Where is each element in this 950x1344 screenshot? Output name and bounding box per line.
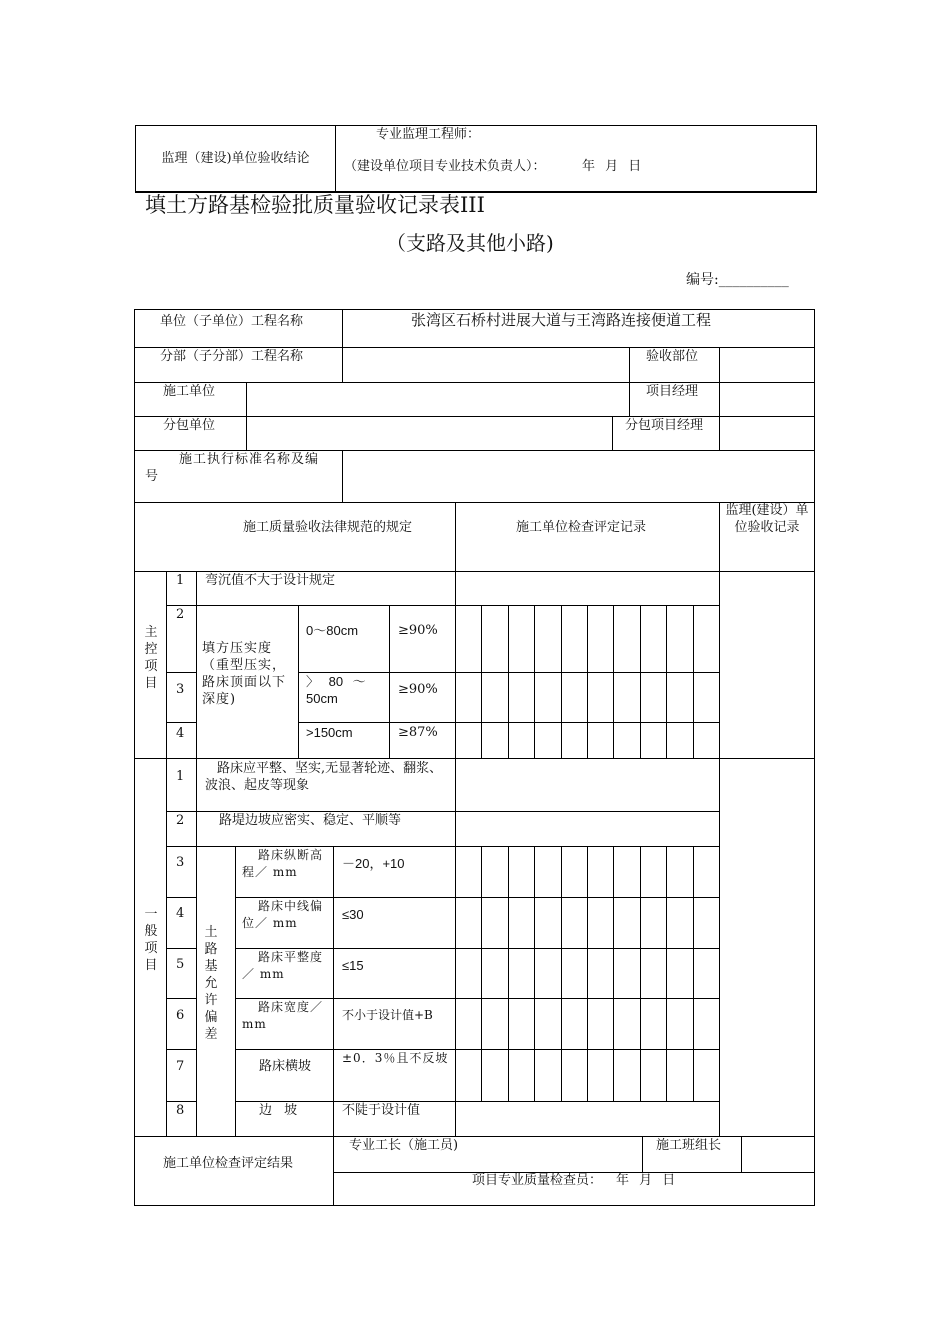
- general-label: 一般项目: [144, 907, 158, 973]
- serial-number: [686, 272, 789, 289]
- vrule-mc-range: [298, 605, 299, 758]
- vrule-h-label: [342, 310, 343, 382]
- record-grid-line: [640, 605, 641, 758]
- record-grid-line: [613, 846, 614, 1101]
- page-subtitle: （支路及其他小路): [386, 231, 554, 255]
- g-value-5: ≤15: [342, 958, 364, 973]
- vrule-record-start: [455, 571, 456, 1136]
- col-record: 施工单位检查评定记录: [516, 520, 647, 535]
- engineer-label: 专业监理工程师：: [376, 127, 481, 142]
- vrule-h-part: [629, 347, 630, 382]
- g-name-8: 边 坡: [259, 1103, 298, 1118]
- mc-no-2: 2: [176, 607, 185, 622]
- record-grid-line: [481, 605, 482, 758]
- mc-range-2: 0～80cm: [306, 623, 359, 638]
- g-value-3: －20，+10: [342, 856, 405, 871]
- unit-name-value: 张湾区石桥村进展大道与王湾路连接便道工程: [411, 311, 712, 329]
- record-grid-line: [534, 605, 535, 758]
- col-spec: 施工质量验收法律规范的规定: [243, 520, 413, 535]
- result-label: 施工单位检查评定结果: [163, 1156, 294, 1171]
- vrule-h-cu: [246, 382, 247, 450]
- g-text-1: 路床应平整、坚实,无显著轮迹、翻浆、波浪、起皮等现象: [205, 761, 443, 793]
- vrule-f2: [642, 1136, 643, 1172]
- vrule-h-std: [342, 450, 343, 502]
- vrule-f1: [333, 1136, 334, 1206]
- vrule-h-partval: [719, 347, 720, 450]
- g-name-3: 路床纵断高程／ mm: [242, 848, 324, 879]
- mc-value-4: ≥87%: [398, 725, 438, 740]
- g-no-5: 5: [176, 957, 185, 972]
- vrule-no: [196, 571, 197, 1136]
- vrule-h-subpm: [612, 416, 613, 450]
- conclusion-signature-cell: [336, 126, 817, 193]
- rule-mc2: [166, 605, 719, 606]
- main-control-label: 主控项目: [144, 625, 158, 691]
- vrule-g-value: [333, 846, 334, 1136]
- vrule-h-cols2: [719, 502, 720, 571]
- record-grid-line: [693, 605, 694, 758]
- rule-g5a: [166, 948, 196, 949]
- mc-no-3: 3: [176, 682, 185, 697]
- vrule-f3: [741, 1136, 742, 1172]
- vrule-h-pm: [629, 382, 630, 416]
- construction-unit-label: 施工单位: [163, 384, 216, 399]
- record-grid-line: [693, 846, 694, 1101]
- g-no-3: 3: [176, 855, 185, 870]
- page-title: 填土方路基检验批质量验收记录表III: [145, 193, 485, 217]
- vrule-h-cols1: [455, 502, 456, 571]
- record-grid-line: [534, 846, 535, 1101]
- g-value-4: ≤30: [342, 907, 364, 922]
- g-no-7: 7: [176, 1059, 185, 1074]
- record-grid-line: [508, 846, 509, 1101]
- inspector-label: 项目专业质量检查员：: [472, 1173, 603, 1188]
- pm-label: 项目经理: [646, 384, 699, 399]
- record-grid-line: [561, 846, 562, 1101]
- record-grid-line: [640, 846, 641, 1101]
- top-date-label: 年 月 日: [582, 159, 642, 174]
- conclusion-label-cell: [136, 126, 336, 193]
- rule-general: [135, 758, 815, 759]
- mc-range-4: >150cm: [306, 725, 353, 740]
- record-grid-line: [561, 605, 562, 758]
- g-value-7: ±0．3％且不反坡: [342, 1051, 449, 1065]
- standard-label-2: 号: [145, 469, 159, 484]
- footer-date-label: 年 月 日: [616, 1173, 676, 1188]
- vrule-mc-value: [389, 605, 390, 758]
- vrule-section: [166, 571, 167, 1136]
- g-no-6: 6: [176, 1008, 185, 1023]
- record-grid-line: [666, 605, 667, 758]
- mc-value-3: ≥90%: [398, 682, 438, 697]
- inspect-part-label: 验收部位: [646, 349, 699, 364]
- sub-pm-label: 分包项目经理: [625, 418, 704, 433]
- record-grid-line: [587, 846, 588, 1101]
- owner-label: （建设单位项目专业技术负责人）：: [344, 159, 546, 174]
- sub-name-label: 分部（子分部）工程名称: [160, 349, 304, 364]
- record-grid-line: [508, 605, 509, 758]
- rule-g7a: [166, 1049, 196, 1050]
- g-text-2: 路堤边坡应密实、稳定、平顺等: [219, 813, 402, 828]
- team-leader-label: 施工班组长: [656, 1138, 722, 1153]
- serial-value: __________: [718, 272, 789, 288]
- mc-text-1: 弯沉值不大于设计规定: [205, 573, 336, 588]
- serial-label: 编号:: [686, 272, 719, 288]
- g-name-6: 路床宽度／ mm: [242, 1000, 324, 1031]
- record-grid-line: [666, 846, 667, 1101]
- g-no-1: 1: [176, 769, 185, 784]
- rule-mc3: [166, 672, 196, 673]
- g-name-5: 路床平整度／ mm: [242, 950, 324, 981]
- rule-mc4: [166, 722, 196, 723]
- g-value-6: 不小于设计值+B: [342, 1008, 433, 1022]
- record-grid-line: [481, 846, 482, 1101]
- foreman-label: 专业工长（施工员): [349, 1138, 459, 1153]
- vrule-g-dev: [235, 846, 236, 1136]
- compaction-label: 填方压实度（重型压实，路床顶面以下深度): [202, 641, 287, 707]
- mc-no-4: 4: [176, 726, 185, 741]
- unit-name-label: 单位（子单位）工程名称: [160, 314, 304, 329]
- vrule-supervisor: [719, 571, 720, 1136]
- rule-row2: [135, 382, 815, 383]
- rule-row3: [135, 416, 815, 417]
- g-name-4: 路床中线偏位／ mm: [242, 899, 324, 930]
- rule-row5: [135, 502, 815, 503]
- rule-g6a: [166, 998, 196, 999]
- g-value-8: 不陡于设计值: [342, 1103, 421, 1118]
- deviation-label: 土路基允许偏差: [204, 925, 218, 1042]
- g-no-2: 2: [176, 813, 185, 828]
- g-no-8: 8: [176, 1103, 185, 1118]
- record-grid-line: [613, 605, 614, 758]
- conclusion-label: 监理（建设)单位验收结论: [161, 150, 310, 166]
- mc-value-2: ≥90%: [398, 623, 438, 638]
- g-name-7: 路床横坡: [259, 1059, 312, 1074]
- col-supervisor: 监理(建设）单位验收记录: [725, 503, 809, 535]
- mc-range-3: 〉 80 ～ 50cm: [306, 674, 366, 706]
- record-grid-line: [587, 605, 588, 758]
- rule-g4a: [166, 897, 196, 898]
- rule-g7b: [235, 1049, 719, 1050]
- mc-no-1: 1: [176, 573, 185, 588]
- rule-g8b: [235, 1101, 719, 1102]
- standard-label-1: 施工执行标准名称及编: [179, 452, 320, 467]
- top-conclusion-table: [135, 125, 817, 193]
- subcontract-label: 分包单位: [163, 418, 216, 433]
- g-no-4: 4: [176, 906, 185, 921]
